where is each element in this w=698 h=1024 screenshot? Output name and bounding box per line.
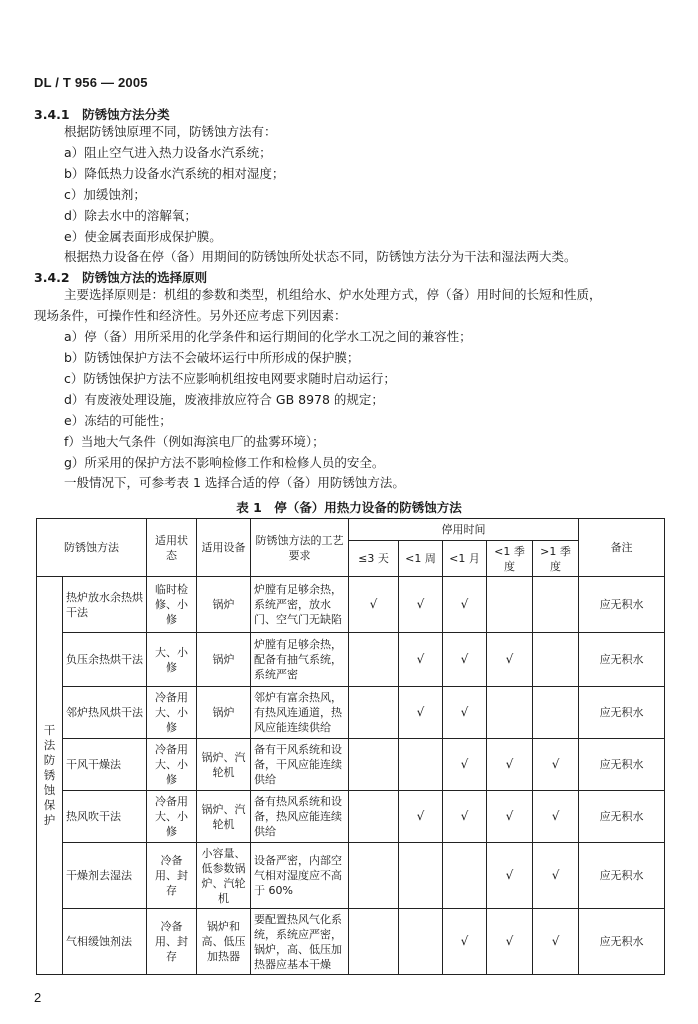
tick-mark: √ [399, 633, 443, 687]
process-cell: 炉膛有足够余热，配备有抽气系统，系统严密 [251, 633, 349, 687]
method-cell: 干风干燥法 [63, 739, 147, 791]
tick-mark: √ [443, 577, 487, 633]
header-period-under-1-quarter: <1 季度 [487, 541, 533, 577]
list-item: a）阻止空气进入热力设备水汽系统； [64, 145, 272, 160]
empty-cell [349, 739, 399, 791]
status-cell: 冷备用大、小修 [147, 687, 197, 739]
method-cell: 气相缓蚀剂法 [63, 909, 147, 975]
process-cell: 邻炉有富余热风，有热风连通道，热风应能连续供给 [251, 687, 349, 739]
section-3-4-1-title: 3.4.1 防锈蚀方法分类 [34, 107, 170, 122]
list-item: d）除去水中的溶解氧； [64, 208, 197, 223]
empty-cell [349, 909, 399, 975]
list-item: e）冻结的可能性； [64, 413, 172, 428]
standard-code: DL / T 956 — 2005 [34, 75, 148, 90]
header-period-1-month: <1 月 [443, 541, 487, 577]
header-equipment: 适用设备 [197, 519, 251, 577]
corrosion-protection-table [36, 518, 665, 975]
list-item: b）防锈蚀保护方法不会破坏运行中所形成的保护膜； [64, 350, 360, 365]
table-row [37, 687, 665, 739]
tick-mark: √ [533, 909, 579, 975]
empty-cell [399, 739, 443, 791]
status-cell: 大、小修 [147, 633, 197, 687]
table-title: 表 1 停（备）用热力设备的防锈蚀方法 [236, 500, 462, 515]
category-cell: 干法防锈蚀保护 [37, 577, 63, 975]
method-cell: 负压余热烘干法 [63, 633, 147, 687]
section-3-4-1-intro: 根据防锈蚀原理不同，防锈蚀方法有： [64, 124, 277, 139]
header-method: 防锈蚀方法 [37, 519, 147, 577]
header-process: 防锈蚀方法的工艺要求 [251, 519, 349, 577]
empty-cell [487, 687, 533, 739]
method-cell: 邻炉热风烘干法 [63, 687, 147, 739]
table-row [37, 791, 665, 843]
process-cell: 备有热风系统和设备，热风应能连续供给 [251, 791, 349, 843]
empty-cell [533, 687, 579, 739]
tick-mark: √ [487, 739, 533, 791]
tick-mark: √ [487, 791, 533, 843]
tick-mark: √ [399, 577, 443, 633]
equipment-cell: 锅炉、汽轮机 [197, 791, 251, 843]
tick-mark: √ [533, 739, 579, 791]
process-cell: 设备严密，内部空气相对湿度应不高于 60% [251, 843, 349, 909]
process-cell: 备有干风系统和设备，干风应能连续供给 [251, 739, 349, 791]
remark-cell: 应无积水 [579, 633, 665, 687]
empty-cell [487, 577, 533, 633]
status-cell: 临时检修、小修 [147, 577, 197, 633]
section-3-4-2-title: 3.4.2 防锈蚀方法的选择原则 [34, 270, 208, 285]
empty-cell [533, 577, 579, 633]
list-item: b）降低热力设备水汽系统的相对湿度； [64, 166, 285, 181]
empty-cell [349, 633, 399, 687]
status-cell: 冷备用、封存 [147, 909, 197, 975]
list-item: a）停（备）用所采用的化学条件和运行期间的化学水工况之间的兼容性； [64, 329, 472, 344]
list-item: g）所采用的保护方法不影响检修工作和检修人员的安全。 [64, 455, 385, 470]
table-row [37, 909, 665, 975]
remark-cell: 应无积水 [579, 577, 665, 633]
remark-cell: 应无积水 [579, 687, 665, 739]
table-row [37, 739, 665, 791]
header-downtime: 停用时间 [349, 519, 579, 541]
tick-mark: √ [487, 633, 533, 687]
tick-mark: √ [533, 843, 579, 909]
tick-mark: √ [443, 633, 487, 687]
header-period-over-1-quarter: >1 季度 [533, 541, 579, 577]
list-item: c）防锈蚀保护方法不应影响机组按电网要求随时启动运行； [64, 371, 396, 386]
tick-mark: √ [399, 687, 443, 739]
remark-cell: 应无积水 [579, 843, 665, 909]
section-3-4-2-paragraph-line-2: 现场条件，可操作性和经济性。另外还应考虑下列因素： [34, 308, 347, 323]
tick-mark: √ [443, 687, 487, 739]
remark-cell: 应无积水 [579, 739, 665, 791]
empty-cell [349, 687, 399, 739]
empty-cell [399, 909, 443, 975]
page-number: 2 [34, 990, 42, 1005]
table-row [37, 577, 665, 633]
status-cell: 冷备用大、小修 [147, 739, 197, 791]
process-cell: 要配置热风气化系统，系统应严密，锅炉，高、低压加热器应基本干燥 [251, 909, 349, 975]
equipment-cell: 锅炉、汽轮机 [197, 739, 251, 791]
list-item: c）加缓蚀剂； [64, 187, 146, 202]
method-cell: 热风吹干法 [63, 791, 147, 843]
table-row [37, 843, 665, 909]
section-3-4-1-summary: 根据热力设备在停（备）用期间的防锈蚀所处状态不同，防锈蚀方法分为干法和湿法两大类。 [64, 249, 577, 264]
tick-mark: √ [399, 791, 443, 843]
method-cell: 热炉放水余热烘干法 [63, 577, 147, 633]
status-cell: 冷备用、封存 [147, 843, 197, 909]
equipment-cell: 锅炉 [197, 687, 251, 739]
tick-mark: √ [349, 577, 399, 633]
equipment-cell: 锅炉和高、低压加热器 [197, 909, 251, 975]
tick-mark: √ [443, 909, 487, 975]
table-row [37, 633, 665, 687]
list-item: e）使金属表面形成保护膜。 [64, 229, 222, 244]
empty-cell [533, 633, 579, 687]
tick-mark: √ [487, 843, 533, 909]
process-cell: 炉膛有足够余热，系统严密，放水门、空气门无缺陷 [251, 577, 349, 633]
list-item: f）当地大气条件（例如海滨电厂的盐雾环境）； [64, 434, 325, 449]
empty-cell [349, 791, 399, 843]
tick-mark: √ [443, 739, 487, 791]
empty-cell [399, 843, 443, 909]
section-3-4-2-paragraph-line-1: 主要选择原则是：机组的参数和类型，机组给水、炉水处理方式，停（备）用时间的长短和性质， [64, 287, 602, 302]
equipment-cell: 锅炉 [197, 633, 251, 687]
tick-mark: √ [487, 909, 533, 975]
equipment-cell: 锅炉 [197, 577, 251, 633]
header-period-3-days: ≤3 天 [349, 541, 399, 577]
method-cell: 干燥剂去湿法 [63, 843, 147, 909]
section-3-4-2-closing: 一般情况下，可参考表 1 选择合适的停（备）用防锈蚀方法。 [64, 475, 405, 490]
remark-cell: 应无积水 [579, 909, 665, 975]
empty-cell [443, 843, 487, 909]
status-cell: 冷备用大、小修 [147, 791, 197, 843]
empty-cell [349, 843, 399, 909]
list-item: d）有废液处理设施，废液排放应符合 GB 8978 的规定； [64, 392, 384, 407]
header-remark: 备注 [579, 519, 665, 577]
tick-mark: √ [533, 791, 579, 843]
remark-cell: 应无积水 [579, 791, 665, 843]
tick-mark: √ [443, 791, 487, 843]
header-status: 适用状态 [147, 519, 197, 577]
header-period-1-week: <1 周 [399, 541, 443, 577]
equipment-cell: 小容量、低参数锅炉、汽轮机 [197, 843, 251, 909]
